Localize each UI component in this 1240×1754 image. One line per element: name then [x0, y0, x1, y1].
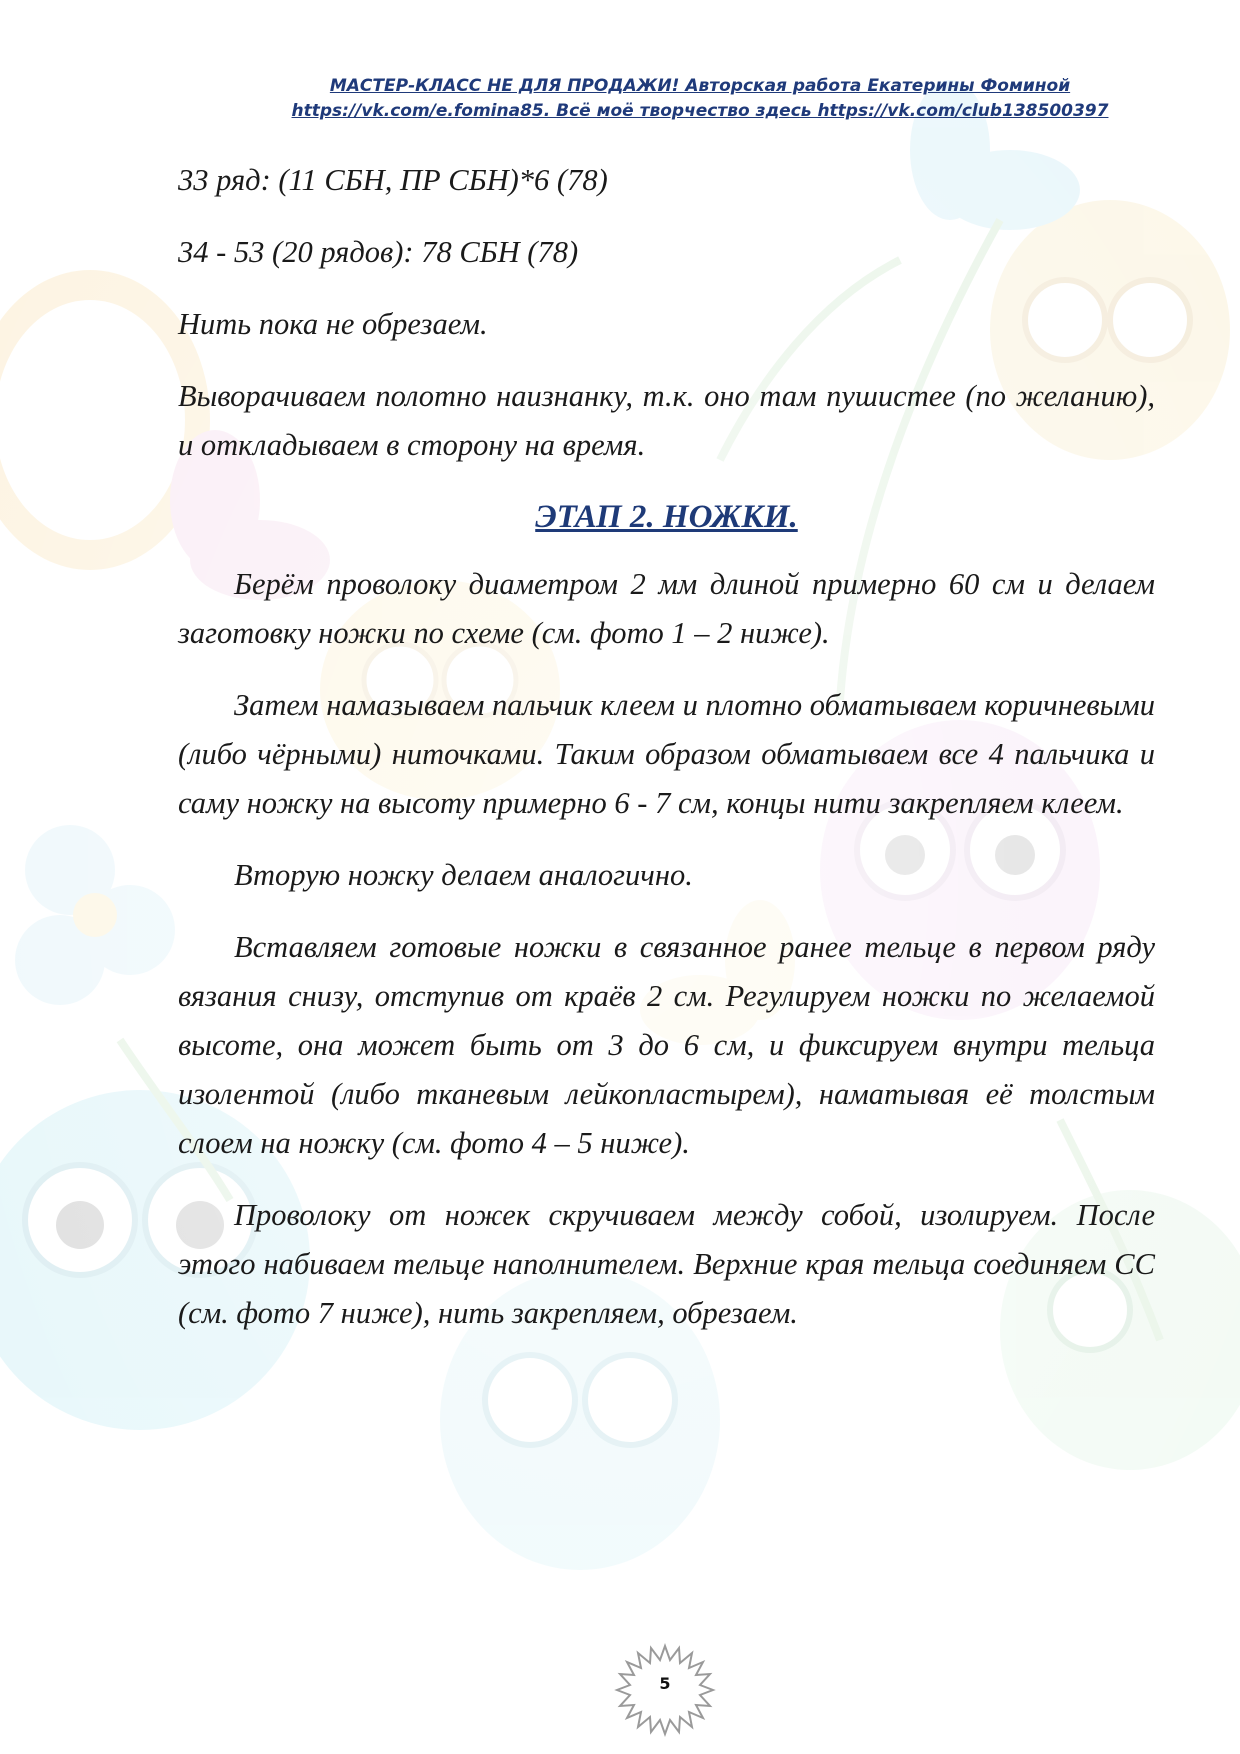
page-body: [178, 156, 1155, 1361]
rows-34-53-instruction: 34 - 53 (20 рядов): 78 СБН (78): [178, 235, 579, 269]
row-33-instruction: 33 ряд: (11 СБН, ПР СБН)*6 (78): [178, 163, 608, 197]
turn-inside-out-paragraph: Выворачиваем полотно наизнанку, т.к. оно там пушистее (по желанию), и откладываем в сторону на время.: [178, 379, 1155, 462]
header-links-line[interactable]: https://vk.com/e.fomina85. Всё моё творчество здесь https://vk.com/club138500397: [291, 101, 1109, 121]
page-header: [200, 74, 1200, 124]
thread-note: Нить пока не обрезаем.: [178, 307, 488, 341]
page-number: 5: [659, 1674, 671, 1693]
wrapping-paragraph: Затем намазываем пальчик клеем и плотно обматываем коричневыми (либо чёрными) ниточками. Таким образом обматываем все 4 пальчика и саму ножку на высоту примерно 6 - 7 см, концы нити закрепляем клеем.: [178, 688, 1155, 820]
insert-legs-paragraph: Вставляем готовые ножки в связанное ранее тельце в первом ряду вязания снизу, отступив от краёв 2 см. Регулируем ножки по желаемой высоте, она может быть от 3 до 6 см, и фиксируем внутри тельца изолентой (либо тканевым лейкопластырем), наматывая её толстым слоем на ножку (см. фото 4 – 5 ниже).: [178, 930, 1155, 1160]
second-leg-paragraph: Вторую ножку делаем аналогично.: [234, 858, 693, 892]
page-number-badge: [613, 1638, 717, 1742]
wire-paragraph: Берём проволоку диаметром 2 мм длиной примерно 60 см и делаем заготовку ножки по схеме (см. фото 1 – 2 ниже).: [178, 567, 1155, 650]
stage-2-heading: ЭТАП 2. НОЖКИ.: [535, 499, 798, 535]
twist-wire-paragraph: Проволоку от ножек скручиваем между собой, изолируем. После этого набиваем тельце наполнителем. Верхние края тельца соединяем СС (см. фото 7 ниже), нить закрепляем, обрезаем.: [178, 1198, 1155, 1330]
header-copyright-line[interactable]: МАСТЕР-КЛАСС НЕ ДЛЯ ПРОДАЖИ! Авторская работа Екатерины Фоминой: [329, 76, 1071, 96]
